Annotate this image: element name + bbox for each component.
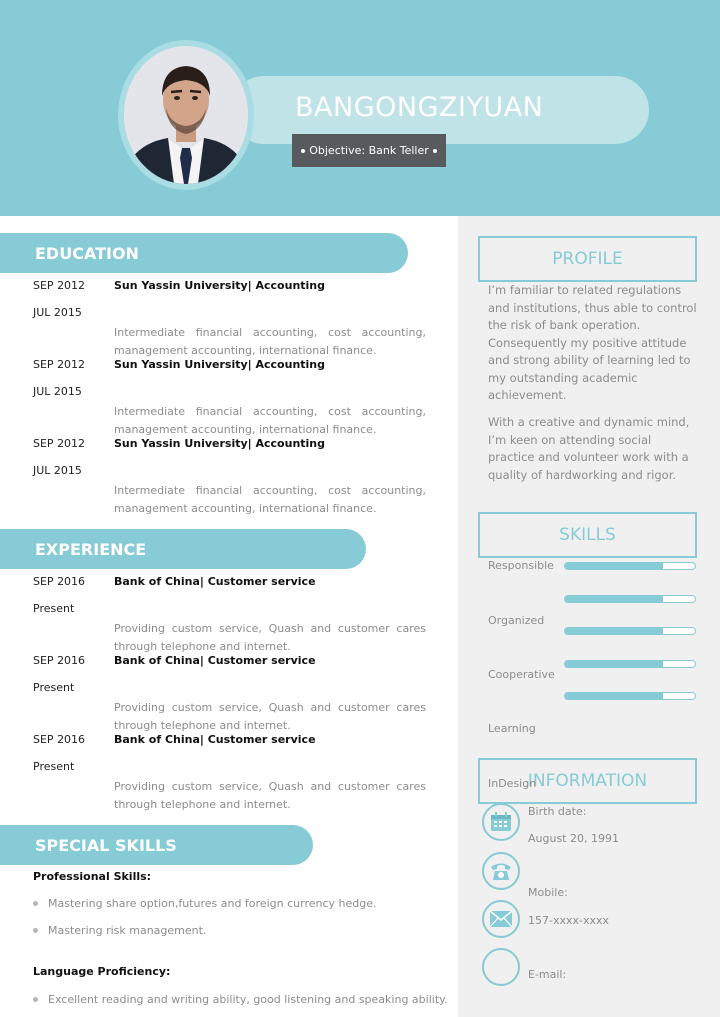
skill-bar-fill bbox=[565, 628, 663, 634]
entry-description: Intermediate financial accounting, cost accounting, management accounting, international finance. bbox=[114, 405, 426, 436]
skill-bar bbox=[564, 627, 696, 635]
mobile-label: Mobile: bbox=[528, 886, 568, 899]
entry-title: Sun Yassin University| Accounting bbox=[114, 358, 326, 371]
entry-end-date: Present bbox=[33, 602, 75, 615]
entry-description: Providing custom service, Quash and customer cares through telephone and internet. bbox=[114, 622, 426, 653]
bullet-dot bbox=[33, 901, 38, 906]
entry-start-date: SEP 2016 bbox=[33, 575, 86, 588]
skill-label: Organized bbox=[488, 614, 545, 627]
objective-text: Objective: Bank Teller bbox=[309, 144, 429, 157]
bullet-dot bbox=[301, 149, 305, 153]
skill-label: InDesign bbox=[488, 777, 537, 790]
skills-heading: SKILLS bbox=[478, 512, 697, 558]
email-label: E-mail: bbox=[528, 968, 567, 981]
skill-bar bbox=[564, 595, 696, 603]
list-item-text: Excellent reading and writing ability, good listening and speaking ability. bbox=[48, 993, 448, 1006]
portrait-illustration bbox=[124, 46, 248, 184]
skill-bar-fill bbox=[565, 596, 663, 602]
birth-date-label: Birth date: bbox=[528, 805, 587, 818]
information-heading: INFORMATION bbox=[478, 758, 697, 804]
bullet-dot bbox=[33, 997, 38, 1002]
entry-start-date: SEP 2012 bbox=[33, 437, 86, 450]
bullet-dot bbox=[433, 149, 437, 153]
skill-bar-fill bbox=[565, 693, 663, 699]
list-item-text: Mastering share option,futures and foreign currency hedge. bbox=[48, 897, 377, 910]
bullet-dot bbox=[33, 928, 38, 933]
profile-photo bbox=[124, 46, 248, 184]
skill-bar bbox=[564, 660, 696, 668]
special-skills-heading: SPECIAL SKILLS bbox=[0, 825, 313, 865]
entry-start-date: SEP 2012 bbox=[33, 358, 86, 371]
birth-date-value: August 20, 1991 bbox=[528, 832, 619, 845]
entry-end-date: Present bbox=[33, 760, 75, 773]
profile-paragraph: I’m familiar to related regulations and institutions, thus able to control the risk of bank operation. Consequently my positive attitude and strong ability of learning led to my outstanding academic achievement. bbox=[488, 283, 697, 402]
entry-description: Intermediate financial accounting, cost accounting, management accounting, international finance. bbox=[114, 484, 426, 515]
list-item bbox=[33, 924, 206, 937]
entry-end-date: Present bbox=[33, 681, 75, 694]
calendar-icon bbox=[482, 803, 520, 841]
skill-bar bbox=[564, 692, 696, 700]
skill-bar bbox=[564, 562, 696, 570]
skill-bar-fill bbox=[565, 661, 663, 667]
entry-end-date: JUL 2015 bbox=[33, 464, 82, 477]
entry-start-date: SEP 2012 bbox=[33, 279, 86, 292]
entry-title: Sun Yassin University| Accounting bbox=[114, 437, 326, 450]
entry-title: Bank of China| Customer service bbox=[114, 733, 316, 746]
calendar-icon bbox=[490, 812, 512, 832]
list-item-text: Mastering risk management. bbox=[48, 924, 207, 937]
envelope-icon bbox=[482, 900, 520, 938]
language-proficiency-label: Language Proficiency: bbox=[33, 965, 171, 978]
education-heading: EDUCATION bbox=[0, 233, 408, 273]
entry-start-date: SEP 2016 bbox=[33, 654, 86, 667]
professional-skills-label: Professional Skills: bbox=[33, 870, 152, 883]
mobile-value: 157-xxxx-xxxx bbox=[528, 914, 610, 927]
skill-label: Cooperative bbox=[488, 668, 555, 681]
skill-label: Responsible bbox=[488, 559, 554, 572]
list-item bbox=[33, 897, 377, 910]
entry-description: Providing custom service, Quash and customer cares through telephone and internet. bbox=[114, 701, 426, 732]
envelope-icon bbox=[490, 911, 512, 927]
candidate-name: BANGONGZIYUAN bbox=[295, 92, 544, 123]
entry-description: Intermediate financial accounting, cost accounting, management accounting, international finance. bbox=[114, 326, 426, 357]
telephone-icon bbox=[482, 852, 520, 890]
experience-heading: EXPERIENCE bbox=[0, 529, 366, 569]
entry-start-date: SEP 2016 bbox=[33, 733, 86, 746]
entry-title: Bank of China| Customer service bbox=[114, 654, 316, 667]
entry-title: Sun Yassin University| Accounting bbox=[114, 279, 326, 292]
skill-label: Learning bbox=[488, 722, 536, 735]
profile-heading: PROFILE bbox=[478, 236, 697, 282]
email-icon bbox=[482, 948, 520, 986]
telephone-icon bbox=[490, 861, 512, 881]
entry-end-date: JUL 2015 bbox=[33, 306, 82, 319]
profile-paragraph: With a creative and dynamic mind, I’m keen on attending social practice and volunteer work with a quality of hardworking and rigor. bbox=[488, 415, 690, 482]
skill-bar-fill bbox=[565, 563, 663, 569]
entry-title: Bank of China| Customer service bbox=[114, 575, 316, 588]
entry-end-date: JUL 2015 bbox=[33, 385, 82, 398]
list-item bbox=[33, 993, 448, 1006]
objective-badge bbox=[292, 134, 446, 167]
entry-description: Providing custom service, Quash and customer cares through telephone and internet. bbox=[114, 780, 426, 811]
